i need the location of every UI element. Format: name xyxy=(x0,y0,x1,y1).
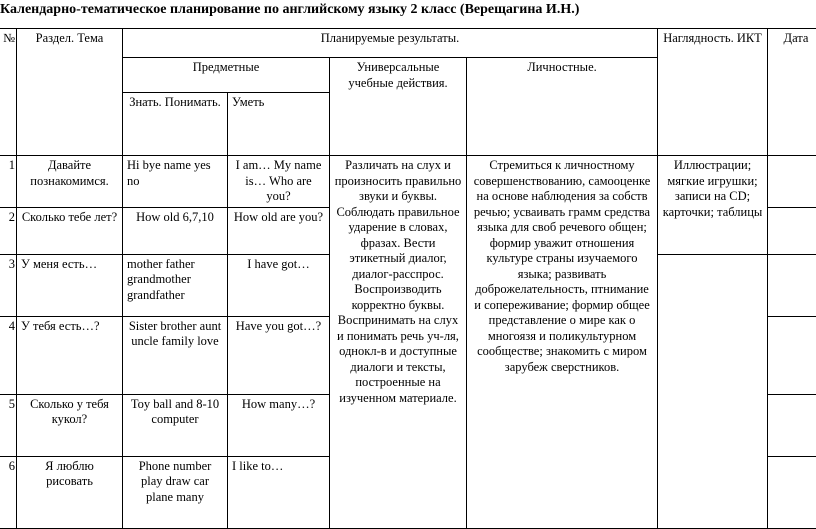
row-can: How old are you? xyxy=(228,207,330,254)
date-cell xyxy=(768,254,816,316)
visual-aids-cell: Иллюстрации; мягкие игрушки; записи на CD; карточки; таблицы xyxy=(658,156,768,255)
row-num: 3 xyxy=(0,254,17,316)
header-can: Уметь xyxy=(228,93,330,156)
row-know: Hi bye name yes no xyxy=(123,156,228,208)
row-num: 1 xyxy=(0,156,17,208)
row-can: How many…? xyxy=(228,394,330,456)
date-cell xyxy=(768,456,816,528)
visual-empty-cell xyxy=(658,254,768,528)
page-title: Календарно-тематическое планирование по английскому языку 2 класс (Верещагина И.Н.) xyxy=(0,2,580,17)
row-num: 2 xyxy=(0,207,17,254)
row-know: Sister brother aunt uncle family love xyxy=(123,316,228,394)
row-know: mother father grandmother grandfather xyxy=(123,254,228,316)
table-row xyxy=(0,156,816,208)
row-topic: Я люблю рисовать xyxy=(17,456,123,528)
date-cell xyxy=(768,156,816,208)
date-cell xyxy=(768,207,816,254)
header-subject: Предметные xyxy=(123,58,330,93)
row-topic: Давайте познакомимся. xyxy=(17,156,123,208)
header-topic: Раздел. Тема xyxy=(17,29,123,156)
header-results: Планируемые результаты. xyxy=(123,29,658,58)
header-date: Дата xyxy=(768,29,816,156)
header-personal: Личностные. xyxy=(467,58,658,156)
row-can: Have you got…? xyxy=(228,316,330,394)
row-can: I am… My name is… Who are you? xyxy=(228,156,330,208)
planning-table xyxy=(0,28,816,529)
row-know: How old 6,7,10 xyxy=(123,207,228,254)
universal-actions-cell: Различать на слух и произносить правильно звуки и буквы. Соблюдать правильное ударение в словах, фразах. Вести этикетный диалог, диалог-расспрос. Воспроизводить корректно буквы. Воспринимать на слух и понимать речь уч-ля, однокл-в и доступные диалоги и тексты, построенные на изученном материале. xyxy=(330,156,467,529)
row-topic: У тебя есть…? xyxy=(17,316,123,394)
header-num: № xyxy=(0,29,17,156)
row-can: I have got… xyxy=(228,254,330,316)
header-universal: Универсальные учебные действия. xyxy=(330,58,467,156)
row-topic: Сколько тебе лет? xyxy=(17,207,123,254)
date-cell xyxy=(768,394,816,456)
header-know: Знать. Понимать. xyxy=(123,93,228,156)
row-know: Toy ball and 8-10 computer xyxy=(123,394,228,456)
row-num: 4 xyxy=(0,316,17,394)
row-know: Phone number play draw car plane many xyxy=(123,456,228,528)
row-can: I like to… xyxy=(228,456,330,528)
personal-results-cell: Стремиться к личностному совершенствованию, самооценке на основе наблюдения за собств речью; усваивать грамм средства языка для своб речевого общен; формир уважит отношения культуре страны изучаемого языка; развивать доброжелательность, птнимание и сопереживание; формир общее представление о мире как о многоязя и поликультурном сообществе; знакомить с миром зарубеж сверстников. xyxy=(467,156,658,529)
row-num: 5 xyxy=(0,394,17,456)
date-cell xyxy=(768,316,816,394)
row-num: 6 xyxy=(0,456,17,528)
header-visual: Наглядность. ИКТ xyxy=(658,29,768,156)
row-topic: Сколько у тебя кукол? xyxy=(17,394,123,456)
row-topic: У меня есть… xyxy=(17,254,123,316)
